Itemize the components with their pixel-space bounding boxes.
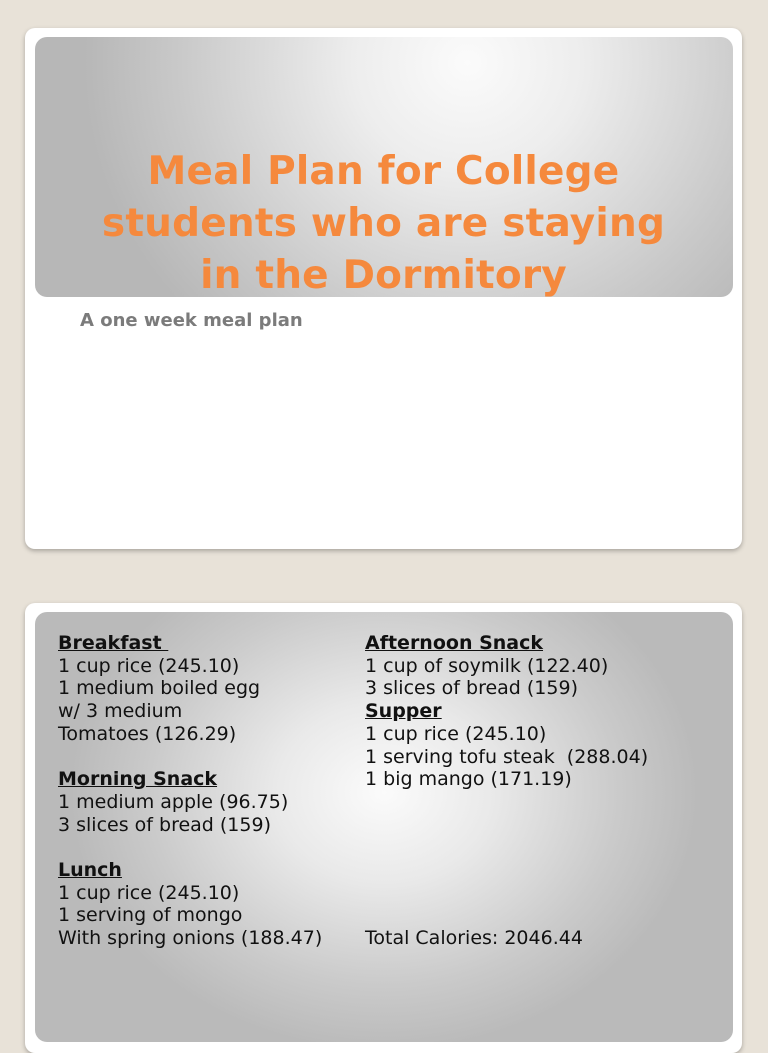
spacer: [365, 904, 648, 927]
spacer: [365, 882, 648, 905]
supper-heading: Supper: [365, 700, 442, 723]
title-line-3: in the Dormitory: [200, 253, 567, 298]
right-column: [365, 632, 648, 950]
lunch-item: 1 serving of mongo: [58, 904, 243, 927]
afternoon-snack-item: 1 cup of soymilk (122.40): [365, 654, 609, 677]
supper-item: 1 big mango (171.19): [365, 768, 572, 791]
spacer: [365, 814, 648, 837]
morning-snack-item: 1 medium apple (96.75): [58, 790, 289, 813]
breakfast-item: w/ 3 medium: [58, 700, 183, 723]
content-panel: [35, 612, 733, 1042]
spacer: [365, 791, 648, 814]
lunch-item: With spring onions (188.47): [58, 927, 323, 950]
slide-title: [25, 146, 742, 302]
afternoon-snack-item: 3 slices of bread (159): [365, 677, 578, 700]
breakfast-heading: Breakfast: [58, 632, 169, 654]
title-slide: [25, 28, 742, 549]
meal-plan-slide: [25, 603, 742, 1053]
spacer: [58, 746, 322, 769]
breakfast-item: 1 medium boiled egg: [58, 677, 261, 700]
supper-item: 1 cup rice (245.10): [365, 722, 547, 745]
breakfast-item: 1 cup rice (245.10): [58, 654, 240, 677]
left-column: [58, 632, 322, 950]
lunch-heading: Lunch: [58, 859, 122, 881]
lunch-item: 1 cup rice (245.10): [58, 881, 240, 904]
total-calories: Total Calories: 2046.44: [365, 927, 583, 950]
morning-snack-item: 3 slices of bread (159): [58, 813, 271, 836]
spacer: [365, 859, 648, 882]
afternoon-snack-heading: Afternoon Snack: [365, 632, 544, 654]
supper-item: 1 serving tofu steak (288.04): [365, 745, 649, 768]
breakfast-item: Tomatoes (126.29): [58, 722, 237, 745]
title-line-2: students who are staying: [101, 201, 666, 246]
spacer: [58, 836, 322, 859]
spacer: [365, 836, 648, 859]
morning-snack-heading: Morning Snack: [58, 768, 218, 791]
title-line-1: Meal Plan for College: [147, 149, 620, 194]
slide-subtitle: A one week meal plan: [80, 310, 303, 331]
